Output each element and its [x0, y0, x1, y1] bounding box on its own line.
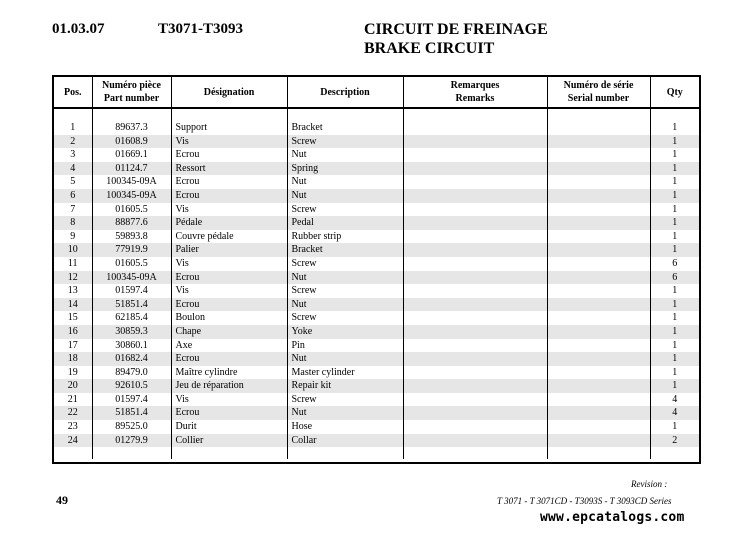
cell-pos: 12 [54, 271, 92, 285]
cell-pos: 11 [54, 257, 92, 271]
model-range: T3071-T3093 [158, 21, 244, 37]
cell-remarks [403, 243, 547, 257]
cell-part-number: 77919.9 [92, 243, 171, 257]
cell-description: Yoke [287, 325, 403, 339]
cell-description: Nut [287, 352, 403, 366]
cell-serial [547, 135, 650, 149]
cell-qty: 1 [650, 243, 699, 257]
cell-description: Bracket [287, 243, 403, 257]
cell-description: Nut [287, 148, 403, 162]
cell-qty: 1 [672, 285, 678, 297]
cell-part-number: 89637.3 [92, 121, 171, 135]
cell-remarks [403, 325, 547, 339]
cell-serial [547, 325, 650, 339]
cell-pos: 7 [54, 203, 92, 217]
title-french: CIRCUIT DE FREINAGE [364, 21, 548, 38]
cell-part-number: 89479.0 [92, 366, 171, 380]
cell-part-number: 100345-09A [92, 271, 171, 285]
cell-qty: 1 [672, 230, 678, 242]
cell-description: Screw [287, 311, 403, 325]
page-number: 49 [56, 493, 68, 507]
cell-designation: Support [171, 121, 287, 135]
table-row [54, 434, 699, 448]
cell-remarks [403, 434, 547, 448]
cell-part-number: 30859.3 [92, 325, 171, 339]
cell-part-number: 01597.4 [92, 393, 171, 407]
cell-serial [547, 216, 650, 230]
cell-serial [547, 366, 650, 380]
cell-qty: 1 [672, 339, 678, 351]
cell-pos: 24 [54, 434, 92, 448]
cell-remarks [403, 393, 547, 407]
cell-serial [547, 230, 650, 244]
cell-designation: Maître cylindre [171, 366, 287, 380]
cell-pos: 1 [54, 121, 92, 135]
cell-remarks [403, 366, 547, 380]
cell-remarks [403, 379, 547, 393]
cell-qty: 4 [672, 393, 678, 405]
cell-part-number: 30860.1 [92, 339, 171, 353]
cell-serial [547, 175, 650, 189]
cell-serial [547, 420, 650, 434]
cell-designation: Boulon [171, 311, 287, 325]
cell-pos: 2 [54, 135, 92, 149]
title-english: BRAKE CIRCUIT [364, 40, 495, 57]
cell-remarks [403, 216, 547, 230]
cell-serial [547, 298, 650, 312]
cell-description: Nut [287, 298, 403, 312]
cell-designation: Ecrou [171, 352, 287, 366]
page-title [364, 20, 548, 58]
cell-designation: Ecrou [171, 271, 287, 285]
table-row [54, 393, 699, 407]
cell-designation: Jeu de réparation [171, 379, 287, 393]
col-serial [547, 77, 650, 108]
cell-description: Repair kit [287, 379, 403, 393]
cell-pos: 22 [54, 406, 92, 420]
cell-part-number: 01605.5 [92, 257, 171, 271]
cell-description: Screw [287, 284, 403, 298]
cell-remarks [403, 298, 547, 312]
cell-qty: 2 [650, 434, 699, 448]
cell-qty: 1 [672, 312, 678, 324]
col-part-fr: Numéro pièce [102, 80, 161, 91]
table-row [54, 135, 699, 149]
col-serial-fr: Numéro de série [563, 80, 634, 91]
cell-part-number: 92610.5 [92, 379, 171, 393]
table-row [54, 189, 699, 203]
table-row [54, 406, 699, 420]
cell-pos: 19 [54, 366, 92, 380]
cell-qty: 6 [672, 257, 678, 269]
cell-part-number: 88877.6 [92, 216, 171, 230]
series-label: T 3071 - T 3071CD - T3093S - T 3093CD Series [497, 496, 672, 506]
cell-description: Pedal [287, 216, 403, 230]
table-row [54, 339, 699, 353]
cell-description: Nut [287, 175, 403, 189]
cell-designation: Durit [171, 420, 287, 434]
cell-part-number: 01605.5 [92, 203, 171, 217]
cell-pos: 3 [54, 148, 92, 162]
cell-part-number: 100345-09A [92, 189, 171, 203]
watermark: www.epcatalogs.com [540, 510, 685, 525]
cell-remarks [403, 162, 547, 176]
col-description: Description [287, 77, 403, 108]
col-serial-en: Serial number [567, 93, 630, 104]
cell-designation: Vis [171, 257, 287, 271]
revision-label: Revision : [631, 479, 668, 489]
cell-serial [547, 379, 650, 393]
cell-description: Screw [287, 393, 403, 407]
table-row [54, 284, 699, 298]
cell-designation: Couvre pédale [171, 230, 287, 244]
cell-qty: 1 [650, 216, 699, 230]
table-row [54, 216, 699, 230]
cell-pos: 14 [54, 298, 92, 312]
cell-designation: Axe [171, 339, 287, 353]
cell-serial [547, 189, 650, 203]
cell-designation: Ecrou [171, 148, 287, 162]
cell-serial [547, 406, 650, 420]
cell-part-number: 51851.4 [92, 298, 171, 312]
cell-part-number: 01682.4 [92, 352, 171, 366]
col-remarks [403, 77, 547, 108]
section-number: 01.03.07 [52, 21, 105, 37]
cell-description: Nut [287, 271, 403, 285]
cell-description: Screw [287, 203, 403, 217]
cell-part-number: 62185.4 [92, 311, 171, 325]
cell-description: Screw [287, 135, 403, 149]
cell-part-number: 01597.4 [92, 284, 171, 298]
cell-qty: 1 [650, 189, 699, 203]
cell-pos: 4 [54, 162, 92, 176]
table-row [54, 243, 699, 257]
cell-serial [547, 352, 650, 366]
cell-remarks [403, 339, 547, 353]
table-row [54, 162, 699, 176]
cell-designation: Ecrou [171, 189, 287, 203]
cell-qty: 1 [672, 366, 678, 378]
table-row [54, 352, 699, 366]
table-header [54, 77, 699, 108]
table-row [54, 379, 699, 393]
cell-serial [547, 203, 650, 217]
parts-table [52, 75, 701, 464]
cell-qty: 1 [650, 298, 699, 312]
cell-qty: 1 [650, 135, 699, 149]
table-row [54, 366, 699, 380]
cell-remarks [403, 175, 547, 189]
cell-serial [547, 257, 650, 271]
col-pos: Pos. [54, 77, 92, 108]
cell-designation: Pédale [171, 216, 287, 230]
cell-qty: 1 [672, 176, 678, 188]
cell-pos: 9 [54, 230, 92, 244]
cell-serial [547, 393, 650, 407]
cell-serial [547, 243, 650, 257]
cell-description: Screw [287, 257, 403, 271]
cell-remarks [403, 257, 547, 271]
col-part-en: Part number [103, 93, 160, 104]
cell-qty: 1 [672, 203, 678, 215]
cell-serial [547, 121, 650, 135]
cell-part-number: 01279.9 [92, 434, 171, 448]
cell-serial [547, 339, 650, 353]
cell-description: Master cylinder [287, 366, 403, 380]
cell-qty: 1 [672, 421, 678, 433]
cell-part-number: 89525.0 [92, 420, 171, 434]
cell-description: Rubber strip [287, 230, 403, 244]
cell-qty: 1 [650, 325, 699, 339]
cell-part-number: 51851.4 [92, 406, 171, 420]
cell-description: Spring [287, 162, 403, 176]
cell-remarks [403, 135, 547, 149]
cell-qty: 1 [650, 379, 699, 393]
cell-remarks [403, 420, 547, 434]
cell-designation: Vis [171, 284, 287, 298]
cell-qty: 4 [650, 406, 699, 420]
cell-remarks [403, 121, 547, 135]
cell-qty: 1 [672, 149, 678, 161]
cell-designation: Collier [171, 434, 287, 448]
cell-pos: 16 [54, 325, 92, 339]
cell-designation: Vis [171, 135, 287, 149]
col-designation: Désignation [171, 77, 287, 108]
cell-pos: 5 [54, 175, 92, 189]
table-row [54, 203, 699, 217]
cell-pos: 8 [54, 216, 92, 230]
cell-designation: Vis [171, 393, 287, 407]
table-row [54, 420, 699, 434]
cell-serial [547, 434, 650, 448]
table-row [54, 121, 699, 135]
cell-qty: 1 [672, 122, 678, 133]
cell-description: Nut [287, 189, 403, 203]
cell-remarks [403, 189, 547, 203]
cell-designation: Ecrou [171, 298, 287, 312]
table-row [54, 257, 699, 271]
cell-remarks [403, 230, 547, 244]
cell-remarks [403, 148, 547, 162]
cell-pos: 17 [54, 339, 92, 353]
cell-description: Collar [287, 434, 403, 448]
cell-description: Pin [287, 339, 403, 353]
cell-part-number: 100345-09A [92, 175, 171, 189]
table-row [54, 325, 699, 339]
col-part-number [92, 77, 171, 108]
cell-description: Bracket [287, 121, 403, 135]
table-row [54, 148, 699, 162]
cell-pos: 10 [54, 243, 92, 257]
table-row [54, 298, 699, 312]
table-row [54, 175, 699, 189]
cell-pos: 23 [54, 420, 92, 434]
cell-pos: 13 [54, 284, 92, 298]
cell-designation: Vis [171, 203, 287, 217]
cell-pos: 6 [54, 189, 92, 203]
cell-part-number: 01124.7 [92, 162, 171, 176]
cell-designation: Chape [171, 325, 287, 339]
table-tail [54, 447, 699, 459]
cell-designation: Ecrou [171, 175, 287, 189]
cell-designation: Ecrou [171, 406, 287, 420]
cell-qty: 1 [650, 162, 699, 176]
cell-pos: 20 [54, 379, 92, 393]
cell-pos: 15 [54, 311, 92, 325]
cell-remarks [403, 271, 547, 285]
cell-remarks [403, 311, 547, 325]
cell-designation: Palier [171, 243, 287, 257]
cell-qty: 6 [650, 271, 699, 285]
cell-serial [547, 284, 650, 298]
table-row [54, 230, 699, 244]
cell-serial [547, 271, 650, 285]
cell-serial [547, 311, 650, 325]
cell-pos: 18 [54, 352, 92, 366]
cell-part-number: 01608.9 [92, 135, 171, 149]
cell-designation: Ressort [171, 162, 287, 176]
cell-part-number: 59893.8 [92, 230, 171, 244]
table-row [54, 311, 699, 325]
cell-pos: 21 [54, 393, 92, 407]
cell-part-number: 01669.1 [92, 148, 171, 162]
cell-remarks [403, 203, 547, 217]
cell-description: Nut [287, 406, 403, 420]
col-remarks-en: Remarks [455, 93, 495, 104]
cell-description: Hose [287, 420, 403, 434]
table-row [54, 271, 699, 285]
cell-serial [547, 148, 650, 162]
cell-qty: 1 [650, 352, 699, 366]
cell-remarks [403, 406, 547, 420]
cell-remarks [403, 284, 547, 298]
col-qty: Qty [650, 77, 699, 108]
cell-serial [547, 162, 650, 176]
col-remarks-fr: Remarques [450, 80, 500, 91]
cell-remarks [403, 352, 547, 366]
table-spacer [54, 108, 699, 121]
